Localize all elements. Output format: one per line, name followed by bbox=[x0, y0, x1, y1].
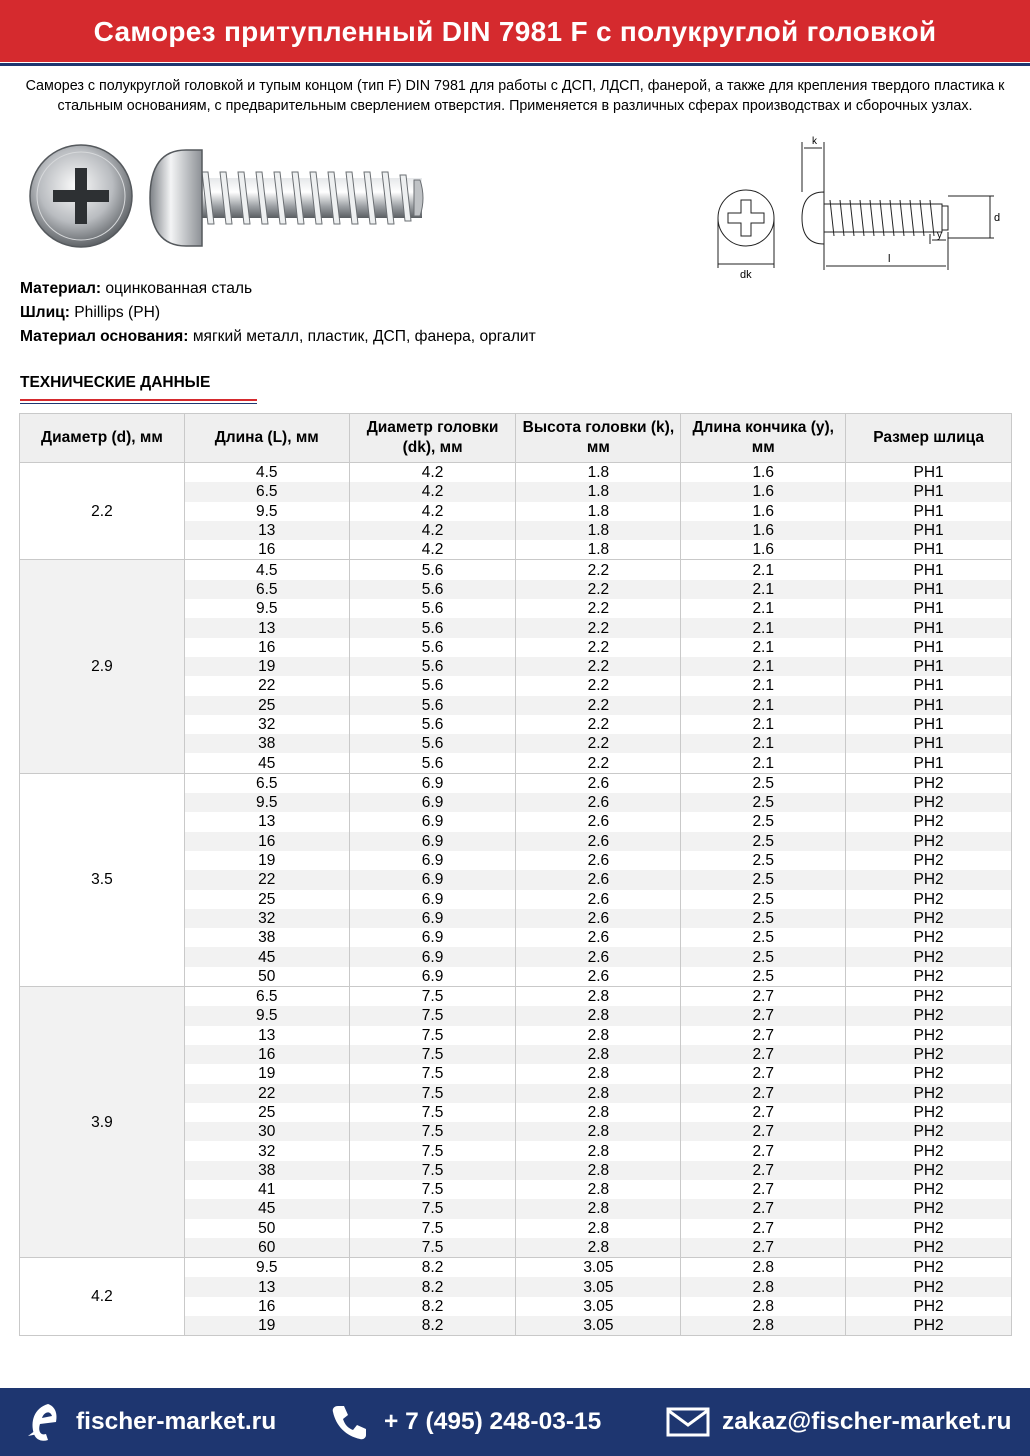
cell-head-diameter: 7.5 bbox=[349, 1045, 516, 1064]
cell-head-height: 2.6 bbox=[516, 909, 681, 928]
cell-tip-length: 2.1 bbox=[681, 638, 846, 657]
cell-slot-size: PH1 bbox=[846, 599, 1012, 618]
cell-slot-size: PH2 bbox=[846, 1258, 1012, 1278]
cell-head-height: 2.8 bbox=[516, 1122, 681, 1141]
cell-head-diameter: 6.9 bbox=[349, 832, 516, 851]
cell-length: 22 bbox=[184, 1084, 349, 1103]
table-header-row bbox=[20, 414, 1012, 463]
cell-slot-size: PH1 bbox=[846, 676, 1012, 695]
cell-slot-size: PH2 bbox=[846, 870, 1012, 889]
cell-slot-size: PH2 bbox=[846, 928, 1012, 947]
cell-slot-size: PH2 bbox=[846, 1064, 1012, 1083]
cell-head-height: 2.6 bbox=[516, 947, 681, 966]
cell-tip-length: 2.5 bbox=[681, 947, 846, 966]
cell-length: 45 bbox=[184, 1199, 349, 1218]
cell-head-height: 2.6 bbox=[516, 967, 681, 987]
cell-length: 16 bbox=[184, 1045, 349, 1064]
cell-head-height: 2.8 bbox=[516, 1064, 681, 1083]
prop-base-material: Материал основания: мягкий металл, пластик, ДСП, фанера, оргалит bbox=[20, 328, 536, 345]
screw-side-view bbox=[150, 150, 423, 246]
cell-tip-length: 2.7 bbox=[681, 1141, 846, 1160]
cell-slot-size: PH1 bbox=[846, 502, 1012, 521]
cell-slot-size: PH2 bbox=[846, 851, 1012, 870]
cell-length: 4.5 bbox=[184, 560, 349, 580]
cell-head-diameter: 5.6 bbox=[349, 676, 516, 695]
cell-head-height: 3.05 bbox=[516, 1258, 681, 1278]
cell-diameter: 2.2 bbox=[20, 463, 185, 560]
cell-length: 22 bbox=[184, 676, 349, 695]
cell-head-height: 2.8 bbox=[516, 1238, 681, 1258]
cell-tip-length: 2.1 bbox=[681, 734, 846, 753]
cell-tip-length: 2.7 bbox=[681, 1064, 846, 1083]
footer-site-text: fischer-market.ru bbox=[76, 1408, 277, 1435]
cell-tip-length: 1.6 bbox=[681, 482, 846, 501]
cell-slot-size: PH2 bbox=[846, 812, 1012, 831]
cell-head-diameter: 5.6 bbox=[349, 715, 516, 734]
cell-slot-size: PH2 bbox=[846, 909, 1012, 928]
cell-slot-size: PH2 bbox=[846, 1180, 1012, 1199]
cell-tip-length: 2.5 bbox=[681, 967, 846, 987]
cell-tip-length: 2.1 bbox=[681, 753, 846, 773]
cell-head-diameter: 8.2 bbox=[349, 1277, 516, 1296]
cell-head-diameter: 6.9 bbox=[349, 928, 516, 947]
technical-drawing bbox=[708, 134, 1008, 284]
cell-head-height: 1.8 bbox=[516, 463, 681, 483]
table-row bbox=[20, 773, 1012, 793]
cell-slot-size: PH2 bbox=[846, 1238, 1012, 1258]
cell-head-diameter: 5.6 bbox=[349, 560, 516, 580]
footer-phone-text: + 7 (495) 248-03-15 bbox=[384, 1408, 602, 1435]
cell-head-diameter: 6.9 bbox=[349, 773, 516, 793]
cell-tip-length: 2.7 bbox=[681, 1161, 846, 1180]
cell-head-diameter: 5.6 bbox=[349, 618, 516, 637]
cell-head-height: 3.05 bbox=[516, 1277, 681, 1296]
cell-tip-length: 2.5 bbox=[681, 909, 846, 928]
drawing-label-l: l bbox=[888, 253, 891, 265]
cell-slot-size: PH2 bbox=[846, 1316, 1012, 1336]
cell-head-diameter: 6.9 bbox=[349, 909, 516, 928]
cell-length: 16 bbox=[184, 832, 349, 851]
cell-head-diameter: 7.5 bbox=[349, 1161, 516, 1180]
cell-tip-length: 2.7 bbox=[681, 1103, 846, 1122]
cell-diameter: 3.9 bbox=[20, 987, 185, 1258]
screw-top-view bbox=[30, 145, 132, 247]
cell-length: 38 bbox=[184, 734, 349, 753]
cell-slot-size: PH2 bbox=[846, 1026, 1012, 1045]
col-header-head-height: Высота головки (k), мм bbox=[516, 414, 681, 463]
cell-head-diameter: 7.5 bbox=[349, 1219, 516, 1238]
properties-list bbox=[20, 277, 536, 349]
cell-length: 50 bbox=[184, 967, 349, 987]
cell-head-height: 2.2 bbox=[516, 676, 681, 695]
cell-head-height: 2.8 bbox=[516, 1180, 681, 1199]
col-header-length: Длина (L), мм bbox=[184, 414, 349, 463]
cell-slot-size: PH2 bbox=[846, 832, 1012, 851]
cell-tip-length: 2.7 bbox=[681, 1084, 846, 1103]
cell-length: 22 bbox=[184, 870, 349, 889]
cell-tip-length: 2.7 bbox=[681, 1026, 846, 1045]
cell-length: 45 bbox=[184, 947, 349, 966]
cell-tip-length: 1.6 bbox=[681, 463, 846, 483]
cell-tip-length: 2.1 bbox=[681, 599, 846, 618]
cell-head-diameter: 4.2 bbox=[349, 463, 516, 483]
cell-head-height: 1.8 bbox=[516, 540, 681, 560]
cell-head-diameter: 8.2 bbox=[349, 1316, 516, 1336]
cell-head-diameter: 6.9 bbox=[349, 870, 516, 889]
cell-diameter: 3.5 bbox=[20, 773, 185, 986]
cell-tip-length: 2.8 bbox=[681, 1277, 846, 1296]
footer-site[interactable] bbox=[26, 1388, 276, 1456]
cell-head-height: 2.8 bbox=[516, 1219, 681, 1238]
prop-slot: Шлиц: Phillips (PH) bbox=[20, 304, 161, 321]
cell-length: 50 bbox=[184, 1219, 349, 1238]
drawing-label-dk: dk bbox=[740, 269, 752, 281]
cell-head-diameter: 5.6 bbox=[349, 638, 516, 657]
cell-tip-length: 1.6 bbox=[681, 521, 846, 540]
prop-material: Материал: оцинкованная сталь bbox=[20, 280, 253, 297]
col-header-tip-length: Длина кончика (y), мм bbox=[681, 414, 846, 463]
cell-slot-size: PH1 bbox=[846, 521, 1012, 540]
cell-head-height: 2.2 bbox=[516, 580, 681, 599]
drawing-label-d: d bbox=[994, 212, 1001, 224]
cell-length: 6.5 bbox=[184, 580, 349, 599]
cell-slot-size: PH2 bbox=[846, 793, 1012, 812]
cell-head-diameter: 7.5 bbox=[349, 1026, 516, 1045]
cell-head-height: 2.2 bbox=[516, 618, 681, 637]
cell-tip-length: 2.5 bbox=[681, 832, 846, 851]
cell-length: 32 bbox=[184, 715, 349, 734]
cell-diameter: 2.9 bbox=[20, 560, 185, 773]
cell-tip-length: 2.5 bbox=[681, 851, 846, 870]
cell-head-diameter: 6.9 bbox=[349, 890, 516, 909]
cell-head-diameter: 7.5 bbox=[349, 1064, 516, 1083]
cell-head-height: 2.2 bbox=[516, 638, 681, 657]
cell-tip-length: 2.1 bbox=[681, 580, 846, 599]
cell-head-diameter: 7.5 bbox=[349, 1103, 516, 1122]
cell-head-height: 2.8 bbox=[516, 1045, 681, 1064]
cell-length: 25 bbox=[184, 696, 349, 715]
cell-slot-size: PH1 bbox=[846, 657, 1012, 676]
cell-head-height: 1.8 bbox=[516, 502, 681, 521]
cell-length: 19 bbox=[184, 851, 349, 870]
drawing-label-y: y bbox=[937, 230, 942, 241]
cell-slot-size: PH1 bbox=[846, 482, 1012, 501]
header bbox=[0, 0, 1030, 68]
cell-slot-size: PH2 bbox=[846, 890, 1012, 909]
cell-length: 32 bbox=[184, 1141, 349, 1160]
cell-length: 45 bbox=[184, 753, 349, 773]
col-header-head-diameter: Диаметр головки (dk), мм bbox=[349, 414, 516, 463]
cell-slot-size: PH2 bbox=[846, 1045, 1012, 1064]
cell-tip-length: 2.5 bbox=[681, 773, 846, 793]
cell-tip-length: 2.5 bbox=[681, 890, 846, 909]
cell-head-diameter: 5.6 bbox=[349, 657, 516, 676]
cell-slot-size: PH2 bbox=[846, 1103, 1012, 1122]
cell-tip-length: 2.7 bbox=[681, 1238, 846, 1258]
cell-head-diameter: 6.9 bbox=[349, 793, 516, 812]
cell-tip-length: 2.7 bbox=[681, 1219, 846, 1238]
cell-tip-length: 2.7 bbox=[681, 1006, 846, 1025]
tech-data-heading: ТЕХНИЧЕСКИЕ ДАННЫЕ bbox=[20, 374, 211, 391]
cell-slot-size: PH2 bbox=[846, 773, 1012, 793]
cell-slot-size: PH1 bbox=[846, 618, 1012, 637]
table-row bbox=[20, 987, 1012, 1007]
cell-slot-size: PH2 bbox=[846, 1297, 1012, 1316]
cell-tip-length: 2.8 bbox=[681, 1316, 846, 1336]
cell-tip-length: 2.7 bbox=[681, 1199, 846, 1218]
cell-tip-length: 2.1 bbox=[681, 715, 846, 734]
cell-head-height: 2.6 bbox=[516, 832, 681, 851]
cell-slot-size: PH2 bbox=[846, 967, 1012, 987]
product-description: Саморез с полукруглой головкой и тупым концом (тип F) DIN 7981 для работы с ДСП, ЛДСП, фанерой, а также для крепления твердого пластика к стальным основаниям, с предварительным сверлением отверстия. Применяется в различных сферах производствах и сборочных узлах. bbox=[25, 78, 1005, 114]
cell-tip-length: 2.5 bbox=[681, 793, 846, 812]
cell-length: 16 bbox=[184, 638, 349, 657]
cell-length: 13 bbox=[184, 618, 349, 637]
cell-head-height: 2.6 bbox=[516, 928, 681, 947]
cell-tip-length: 2.7 bbox=[681, 1045, 846, 1064]
mail-icon bbox=[666, 1406, 710, 1438]
cell-length: 60 bbox=[184, 1238, 349, 1258]
cell-length: 25 bbox=[184, 1103, 349, 1122]
site-logo-icon bbox=[26, 1400, 66, 1444]
cell-slot-size: PH1 bbox=[846, 753, 1012, 773]
cell-slot-size: PH1 bbox=[846, 638, 1012, 657]
cell-head-height: 2.2 bbox=[516, 560, 681, 580]
footer-phone[interactable] bbox=[330, 1388, 601, 1456]
cell-length: 13 bbox=[184, 1026, 349, 1045]
cell-tip-length: 2.5 bbox=[681, 928, 846, 947]
cell-tip-length: 2.1 bbox=[681, 696, 846, 715]
cell-head-height: 2.8 bbox=[516, 1103, 681, 1122]
table-row bbox=[20, 1258, 1012, 1278]
cell-slot-size: PH2 bbox=[846, 1084, 1012, 1103]
cell-head-diameter: 5.6 bbox=[349, 753, 516, 773]
cell-head-diameter: 6.9 bbox=[349, 812, 516, 831]
cell-head-diameter: 7.5 bbox=[349, 1122, 516, 1141]
cell-tip-length: 2.5 bbox=[681, 870, 846, 889]
cell-head-diameter: 5.6 bbox=[349, 734, 516, 753]
cell-slot-size: PH2 bbox=[846, 947, 1012, 966]
cell-head-diameter: 4.2 bbox=[349, 540, 516, 560]
cell-length: 9.5 bbox=[184, 599, 349, 618]
cell-length: 32 bbox=[184, 909, 349, 928]
cell-head-height: 2.8 bbox=[516, 1006, 681, 1025]
cell-length: 19 bbox=[184, 1064, 349, 1083]
cell-head-diameter: 4.2 bbox=[349, 521, 516, 540]
cell-head-height: 2.6 bbox=[516, 870, 681, 889]
cell-head-height: 2.6 bbox=[516, 851, 681, 870]
cell-slot-size: PH2 bbox=[846, 1006, 1012, 1025]
cell-head-height: 2.6 bbox=[516, 890, 681, 909]
cell-slot-size: PH2 bbox=[846, 1277, 1012, 1296]
cell-head-diameter: 6.9 bbox=[349, 967, 516, 987]
cell-head-diameter: 7.5 bbox=[349, 1199, 516, 1218]
cell-head-height: 2.6 bbox=[516, 812, 681, 831]
cell-head-height: 2.8 bbox=[516, 1199, 681, 1218]
cell-head-diameter: 5.6 bbox=[349, 580, 516, 599]
cell-head-diameter: 6.9 bbox=[349, 947, 516, 966]
cell-head-diameter: 5.6 bbox=[349, 599, 516, 618]
cell-head-height: 1.8 bbox=[516, 482, 681, 501]
cell-diameter: 4.2 bbox=[20, 1258, 185, 1336]
col-header-slot-size: Размер шлица bbox=[846, 414, 1012, 463]
cell-head-height: 2.2 bbox=[516, 715, 681, 734]
cell-head-diameter: 6.9 bbox=[349, 851, 516, 870]
cell-slot-size: PH2 bbox=[846, 1219, 1012, 1238]
cell-slot-size: PH2 bbox=[846, 1161, 1012, 1180]
cell-length: 4.5 bbox=[184, 463, 349, 483]
cell-length: 38 bbox=[184, 1161, 349, 1180]
cell-head-diameter: 7.5 bbox=[349, 1006, 516, 1025]
cell-head-height: 2.2 bbox=[516, 696, 681, 715]
cell-head-height: 2.2 bbox=[516, 657, 681, 676]
cell-length: 19 bbox=[184, 657, 349, 676]
cell-length: 19 bbox=[184, 1316, 349, 1336]
cell-length: 16 bbox=[184, 540, 349, 560]
cell-head-diameter: 8.2 bbox=[349, 1258, 516, 1278]
cell-length: 9.5 bbox=[184, 1258, 349, 1278]
cell-head-diameter: 7.5 bbox=[349, 1084, 516, 1103]
cell-length: 13 bbox=[184, 1277, 349, 1296]
cell-tip-length: 2.1 bbox=[681, 676, 846, 695]
cell-slot-size: PH2 bbox=[846, 987, 1012, 1007]
page-title: Саморез притупленный DIN 7981 F с полукруглой головкой bbox=[0, 0, 1030, 62]
cell-tip-length: 1.6 bbox=[681, 540, 846, 560]
cell-head-diameter: 7.5 bbox=[349, 987, 516, 1007]
table-row bbox=[20, 560, 1012, 580]
cell-tip-length: 2.7 bbox=[681, 1122, 846, 1141]
table-row bbox=[20, 463, 1012, 483]
heading-underline-red bbox=[20, 399, 257, 401]
cell-slot-size: PH2 bbox=[846, 1199, 1012, 1218]
cell-tip-length: 2.7 bbox=[681, 987, 846, 1007]
cell-head-diameter: 7.5 bbox=[349, 1180, 516, 1199]
cell-head-height: 2.6 bbox=[516, 793, 681, 812]
cell-head-height: 2.8 bbox=[516, 1026, 681, 1045]
cell-tip-length: 2.1 bbox=[681, 560, 846, 580]
cell-head-height: 2.8 bbox=[516, 1084, 681, 1103]
footer-email[interactable] bbox=[666, 1388, 1011, 1456]
cell-slot-size: PH1 bbox=[846, 580, 1012, 599]
cell-head-height: 2.8 bbox=[516, 987, 681, 1007]
cell-head-height: 3.05 bbox=[516, 1297, 681, 1316]
cell-length: 30 bbox=[184, 1122, 349, 1141]
cell-tip-length: 2.8 bbox=[681, 1297, 846, 1316]
cell-length: 6.5 bbox=[184, 987, 349, 1007]
cell-slot-size: PH1 bbox=[846, 734, 1012, 753]
cell-head-height: 2.2 bbox=[516, 734, 681, 753]
cell-head-diameter: 5.6 bbox=[349, 696, 516, 715]
cell-length: 6.5 bbox=[184, 773, 349, 793]
cell-length: 6.5 bbox=[184, 482, 349, 501]
cell-tip-length: 2.1 bbox=[681, 657, 846, 676]
cell-length: 13 bbox=[184, 812, 349, 831]
cell-head-diameter: 7.5 bbox=[349, 1238, 516, 1258]
drawing-label-k: k bbox=[812, 136, 817, 147]
product-photo bbox=[26, 142, 426, 254]
cell-tip-length: 2.5 bbox=[681, 812, 846, 831]
cell-length: 41 bbox=[184, 1180, 349, 1199]
cell-slot-size: PH1 bbox=[846, 463, 1012, 483]
cell-slot-size: PH1 bbox=[846, 696, 1012, 715]
cell-head-height: 2.2 bbox=[516, 599, 681, 618]
cell-head-height: 3.05 bbox=[516, 1316, 681, 1336]
cell-slot-size: PH1 bbox=[846, 560, 1012, 580]
cell-length: 9.5 bbox=[184, 1006, 349, 1025]
cell-head-diameter: 7.5 bbox=[349, 1141, 516, 1160]
cell-slot-size: PH2 bbox=[846, 1122, 1012, 1141]
cell-length: 13 bbox=[184, 521, 349, 540]
cell-slot-size: PH1 bbox=[846, 540, 1012, 560]
footer-email-text: zakaz@fischer-market.ru bbox=[722, 1408, 1012, 1435]
tech-data-table bbox=[19, 413, 1012, 1336]
cell-head-diameter: 4.2 bbox=[349, 502, 516, 521]
cell-head-height: 2.6 bbox=[516, 773, 681, 793]
cell-tip-length: 2.7 bbox=[681, 1180, 846, 1199]
cell-tip-length: 2.1 bbox=[681, 618, 846, 637]
cell-head-diameter: 4.2 bbox=[349, 482, 516, 501]
cell-head-height: 2.8 bbox=[516, 1141, 681, 1160]
cell-length: 38 bbox=[184, 928, 349, 947]
col-header-diameter: Диаметр (d), мм bbox=[20, 414, 185, 463]
cell-head-height: 1.8 bbox=[516, 521, 681, 540]
cell-tip-length: 2.8 bbox=[681, 1258, 846, 1278]
cell-slot-size: PH2 bbox=[846, 1141, 1012, 1160]
heading-underline-navy bbox=[20, 403, 257, 404]
cell-head-height: 2.2 bbox=[516, 753, 681, 773]
cell-length: 25 bbox=[184, 890, 349, 909]
phone-icon bbox=[330, 1402, 370, 1442]
cell-length: 9.5 bbox=[184, 793, 349, 812]
cell-head-height: 2.8 bbox=[516, 1161, 681, 1180]
footer bbox=[0, 1388, 1030, 1456]
cell-slot-size: PH1 bbox=[846, 715, 1012, 734]
cell-head-diameter: 8.2 bbox=[349, 1297, 516, 1316]
cell-tip-length: 1.6 bbox=[681, 502, 846, 521]
cell-length: 9.5 bbox=[184, 502, 349, 521]
cell-length: 16 bbox=[184, 1297, 349, 1316]
